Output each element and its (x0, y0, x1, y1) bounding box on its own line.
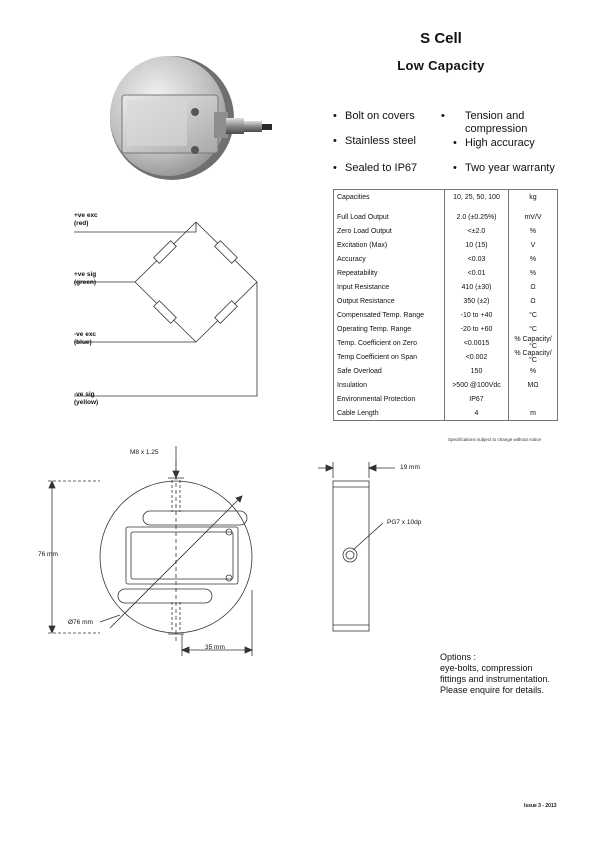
feature-high-accuracy: • High accuracy (453, 137, 535, 149)
gland-dimension: PG7 x 10dp (387, 519, 422, 526)
spec-name: Full Load Output (334, 210, 445, 224)
spec-value: 4 (445, 406, 509, 421)
spec-name: Capacities (334, 190, 445, 211)
spec-value: <0.0015 (445, 336, 509, 350)
spec-name: Insulation (334, 378, 445, 392)
wire-label-neg-sig: -ve sig (yellow) (74, 391, 99, 406)
spec-name: Environmental Protection (334, 392, 445, 406)
specifications-note: Specifications subject to change without notice (448, 437, 542, 442)
spec-unit: % Capacity/°C (509, 336, 558, 350)
page-title: S Cell (420, 30, 462, 47)
spec-unit: °C (509, 322, 558, 336)
spec-name: Cable Length (334, 406, 445, 421)
spec-value: <±2.0 (445, 224, 509, 238)
spec-value: 10, 25, 50, 100 (445, 190, 509, 211)
feature-two-year-warranty: • Two year warranty (453, 162, 555, 174)
thickness-dimension: 19 mm (400, 464, 420, 471)
spec-name: Accuracy (334, 252, 445, 266)
wire-label-neg-exc: -ve exc (blue) (74, 331, 97, 346)
height-dimension: 76 mm (38, 551, 58, 558)
spec-unit: m (509, 406, 558, 421)
spec-value: <0.03 (445, 252, 509, 266)
options-text: Options : eye-bolts, compression fittings and instrumentation. Please enquire for details. (440, 652, 551, 695)
wire-label-pos-sig: +ve sig (green) (74, 271, 97, 286)
spec-name: Repeatability (334, 266, 445, 280)
spec-unit: % (509, 252, 558, 266)
feature-stainless-steel: • Stainless steel (333, 135, 416, 147)
spec-unit: % (509, 266, 558, 280)
width-dimension: 35 mm (205, 644, 225, 651)
spec-unit: % (509, 364, 558, 378)
spec-unit: % Capacity/°C (509, 350, 558, 364)
spec-unit: °C (509, 308, 558, 322)
spec-name: Excitation (Max) (334, 238, 445, 252)
page-subtitle: Low Capacity (397, 58, 485, 73)
spec-name: Temp Coefficient on Span (334, 350, 445, 364)
wire-label-pos-exc: +ve exc (red) (74, 212, 98, 227)
spec-name: Zero Load Output (334, 224, 445, 238)
diameter-dimension: Ø76 mm (68, 619, 93, 626)
spec-unit: MΩ (509, 378, 558, 392)
spec-unit: Ω (509, 294, 558, 308)
thread-dimension: M8 x 1.25 (130, 449, 159, 456)
spec-value: 410 (±30) (445, 280, 509, 294)
spec-value: IP67 (445, 392, 509, 406)
spec-name: Safe Overload (334, 364, 445, 378)
spec-value: 2.0 (±0.25%) (445, 210, 509, 224)
spec-name: Temp. Coefficient on Zero (334, 336, 445, 350)
spec-name: Input Resistance (334, 280, 445, 294)
spec-value: 350 (±2) (445, 294, 509, 308)
issue-footer: Issue 3 - 2013 (524, 803, 557, 809)
spec-unit: V (509, 238, 558, 252)
spec-name: Operating Temp. Range (334, 322, 445, 336)
spec-unit: Ω (509, 280, 558, 294)
spec-unit: kg (509, 190, 558, 211)
spec-value: 10 (15) (445, 238, 509, 252)
spec-unit: % (509, 224, 558, 238)
spec-value: 150 (445, 364, 509, 378)
spec-name: Compensated Temp. Range (334, 308, 445, 322)
spec-unit: mV/V (509, 210, 558, 224)
spec-value: <0.01 (445, 266, 509, 280)
feature-sealed-ip67: • Sealed to IP67 (333, 162, 418, 174)
spec-value: -10 to +40 (445, 308, 509, 322)
spec-value: >500 @100Vdc (445, 378, 509, 392)
spec-value: <0.002 (445, 350, 509, 364)
spec-name: Output Resistance (334, 294, 445, 308)
feature-bolt-on-covers: • Bolt on covers (333, 110, 415, 122)
feature-tension-compression: • Tension and compression (441, 110, 528, 135)
spec-value: -20 to +60 (445, 322, 509, 336)
